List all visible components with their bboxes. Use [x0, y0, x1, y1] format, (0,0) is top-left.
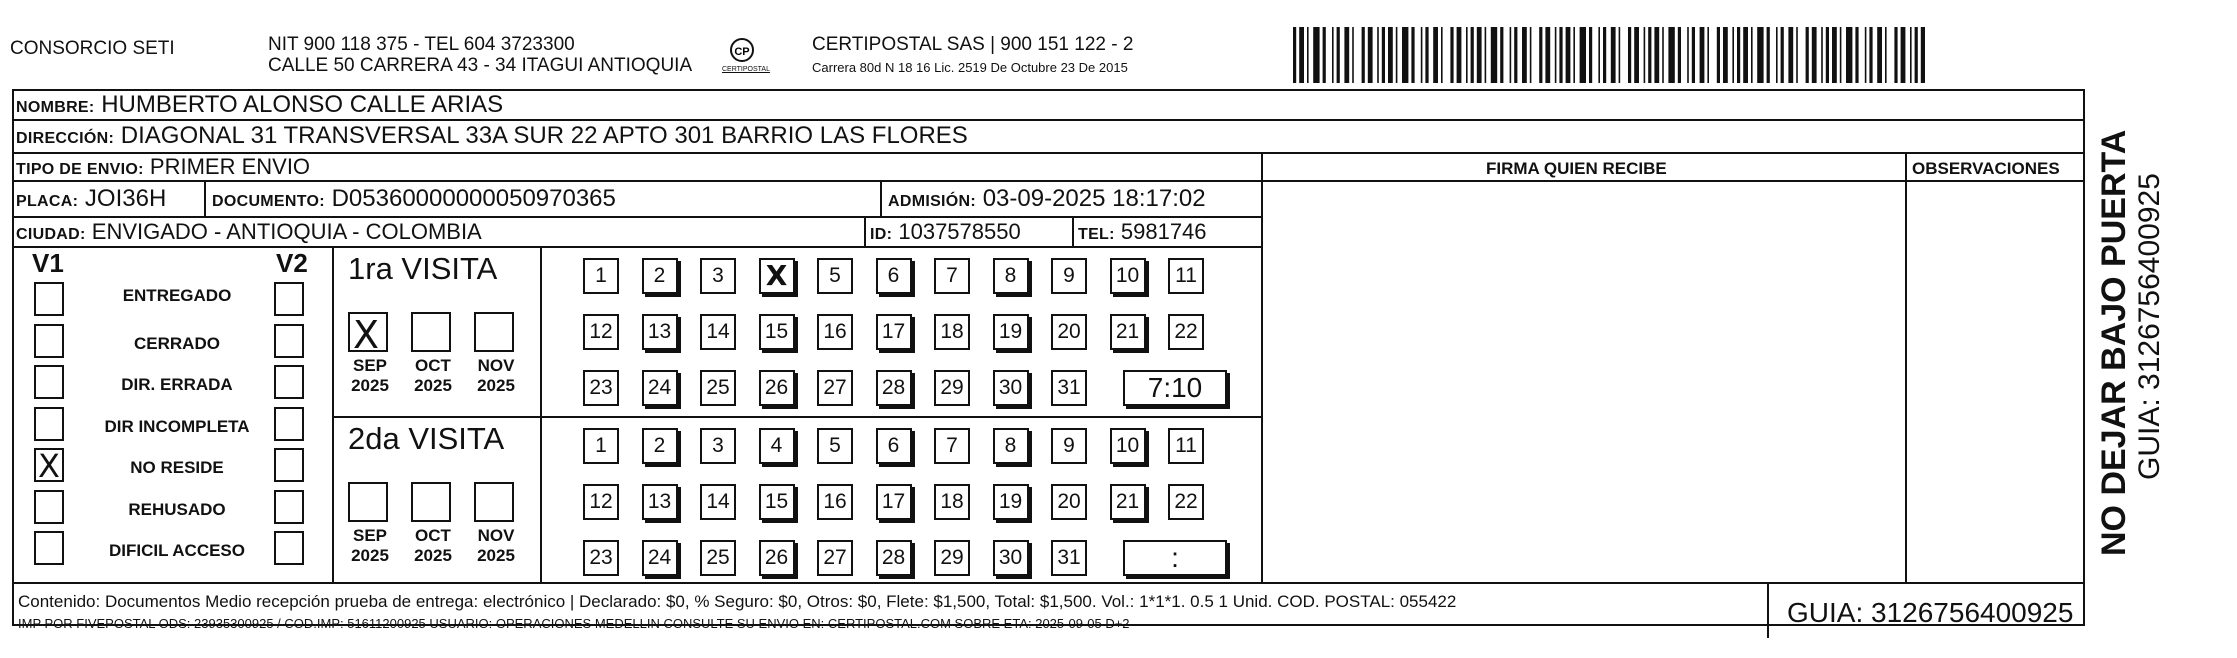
placa-value: JOI36H: [84, 185, 167, 212]
documento-label: DOCUMENTO:: [212, 193, 325, 210]
day-box[interactable]: 6: [876, 258, 912, 294]
status-label: DIR. ERRADA: [121, 375, 233, 394]
tipo-label: TIPO DE ENVIO:: [16, 161, 144, 178]
direccion-field: [16, 122, 968, 153]
month-year: 2025: [414, 376, 452, 395]
status-label: ENTREGADO: [122, 286, 232, 305]
observaciones-header: OBSERVACIONES: [1912, 159, 2060, 178]
day-box[interactable]: 25: [700, 370, 736, 406]
day-box[interactable]: 30: [993, 540, 1029, 576]
status-v1-checkbox[interactable]: [34, 407, 64, 441]
day-box[interactable]: 16: [817, 314, 853, 350]
day-box[interactable]: 5: [817, 428, 853, 464]
month-checkbox[interactable]: [411, 482, 451, 522]
tel-field: [1078, 218, 1207, 249]
status-v2-checkbox[interactable]: [274, 490, 304, 524]
status-label: DIR INCOMPLETA: [104, 416, 250, 436]
day-box[interactable]: 29: [934, 540, 970, 576]
month-year: 2025: [414, 546, 452, 565]
day-box[interactable]: 28: [876, 370, 912, 406]
tel-value: 5981746: [1120, 219, 1207, 244]
status-label: NO RESIDE: [130, 458, 224, 477]
certipostal-line: CERTIPOSTAL SAS | 900 151 122 - 2: [812, 34, 1134, 55]
month-year: 2025: [477, 546, 515, 565]
rule: [204, 180, 206, 216]
month-label: NOV: [477, 356, 515, 375]
day-box[interactable]: 15: [759, 314, 795, 350]
status-label: DIFICIL ACCESO: [108, 541, 245, 560]
ciudad-value: ENVIGADO - ANTIOQUIA - COLOMBIA: [91, 219, 482, 244]
address-line: CALLE 50 CARRERA 43 - 34 ITAGUI ANTIOQUIA: [268, 55, 693, 76]
license-line: Carrera 80d N 18 16 Lic. 2519 De Octubre 23 De 2015: [812, 60, 1128, 75]
day-box[interactable]: 21: [1110, 484, 1146, 520]
day-box[interactable]: 7: [934, 258, 970, 294]
nombre-value: HUMBERTO ALONSO CALLE ARIAS: [101, 91, 504, 118]
time-box[interactable]: 7:10: [1123, 370, 1227, 406]
ciudad-field: [16, 218, 482, 249]
rule: [864, 216, 866, 246]
status-v2-checkbox[interactable]: [274, 407, 304, 441]
visit-title: 2da VISITA: [348, 421, 505, 456]
side-guia: GUIA: 3126756400925: [2133, 173, 2166, 480]
nit-line: NIT 900 118 375 - TEL 604 3723300: [268, 34, 575, 55]
direccion-label: DIRECCIÓN:: [16, 130, 115, 147]
month-checkbox[interactable]: [348, 312, 388, 352]
day-box[interactable]: 3: [700, 428, 736, 464]
svg-text:CP: CP: [734, 46, 750, 58]
day-box[interactable]: 10: [1110, 258, 1146, 294]
tipo-field: [16, 153, 310, 184]
day-box[interactable]: 9: [1051, 428, 1087, 464]
status-v1-checkbox[interactable]: [34, 365, 64, 399]
month-year: 2025: [351, 376, 389, 395]
admision-label: ADMISIÓN:: [888, 193, 977, 210]
day-box[interactable]: 8: [993, 428, 1029, 464]
month-label: NOV: [477, 526, 515, 545]
rule: [880, 180, 882, 216]
rule: [1072, 216, 1074, 246]
rule: [540, 246, 542, 582]
day-box[interactable]: 9: [1051, 258, 1087, 294]
footer-guia: GUIA: 3126756400925: [1787, 597, 2074, 628]
day-box[interactable]: 28: [876, 540, 912, 576]
id-label: ID:: [870, 226, 893, 243]
certipostal-logo: [725, 35, 759, 69]
day-box[interactable]: 14: [700, 484, 736, 520]
documento-field: [212, 185, 616, 216]
placa-label: PLACA:: [16, 193, 79, 210]
day-box[interactable]: 20: [1051, 314, 1087, 350]
day-box[interactable]: 8: [993, 258, 1029, 294]
v1-header: V1: [32, 248, 64, 278]
day-box[interactable]: 17: [876, 484, 912, 520]
day-box[interactable]: 22: [1168, 314, 1204, 350]
status-v2-checkbox[interactable]: [274, 448, 304, 482]
footer-print-info: IMP POR FIVEPOSTAL ODS: 23935300925 / COD.IMP: 51611200925 USUARIO: OPERACIONES MEDELLIN CONSULTE SU ENVIO EN: CERTIPOSTAL.COM SOBRE ETA: 2025-09-05 D+2: [18, 616, 1130, 631]
tel-label: TEL:: [1078, 226, 1115, 243]
signature-area[interactable]: [1263, 182, 1903, 580]
rule: [332, 416, 1261, 418]
rule: [12, 582, 2083, 584]
month-label: OCT: [415, 356, 451, 375]
day-box[interactable]: 19: [993, 484, 1029, 520]
nombre-label: NOMBRE:: [16, 99, 95, 116]
day-box[interactable]: 20: [1051, 484, 1087, 520]
day-box[interactable]: 10: [1110, 428, 1146, 464]
status-v1-checkbox[interactable]: [34, 490, 64, 524]
no-dejar-notice: NO DEJAR BAJO PUERTA: [2095, 129, 2133, 556]
month-label: SEP: [352, 526, 388, 545]
status-v2-checkbox[interactable]: [274, 324, 304, 358]
day-box[interactable]: 4: [759, 428, 795, 464]
time-box[interactable]: :: [1123, 540, 1227, 576]
rule: [332, 246, 334, 582]
month-checkbox[interactable]: [411, 312, 451, 352]
documento-value: D05360000000050970365: [331, 185, 616, 212]
status-v2-checkbox[interactable]: [274, 365, 304, 399]
status-v1-checkbox[interactable]: [34, 324, 64, 358]
status-v1-checkbox[interactable]: [34, 282, 64, 316]
company-name: CONSORCIO SETI: [10, 38, 175, 59]
day-box[interactable]: 7: [934, 428, 970, 464]
day-box[interactable]: 14: [700, 314, 736, 350]
day-box[interactable]: 30: [993, 370, 1029, 406]
month-year: 2025: [351, 546, 389, 565]
day-box[interactable]: 26: [759, 540, 795, 576]
day-box[interactable]: 29: [934, 370, 970, 406]
day-box[interactable]: 25: [700, 540, 736, 576]
day-box[interactable]: 31: [1051, 540, 1087, 576]
day-box[interactable]: 27: [817, 370, 853, 406]
day-box[interactable]: 11: [1168, 258, 1204, 294]
day-box[interactable]: 13: [642, 314, 678, 350]
day-box[interactable]: 2: [642, 258, 678, 294]
id-field: [870, 218, 1021, 249]
footer-content: Contenido: Documentos Medio recepción prueba de entrega: electrónico | Declarado: $0, % Seguro: $0, Otros: $0, Flete: $1,500, Total: $1,500. Vol.: 1*1*1. 0.5 1 Unid. COD. POSTAL: 055422: [18, 592, 1457, 611]
day-box[interactable]: 23: [583, 540, 619, 576]
day-box[interactable]: 18: [934, 314, 970, 350]
month-checkbox[interactable]: [474, 312, 514, 352]
day-box[interactable]: 27: [817, 540, 853, 576]
admision-field: [888, 185, 1206, 216]
status-label: REHUSADO: [128, 499, 226, 519]
month-checkbox[interactable]: [348, 482, 388, 522]
status-v1-checkbox[interactable]: [34, 448, 64, 482]
day-box[interactable]: 22: [1168, 484, 1204, 520]
day-box[interactable]: 24: [642, 540, 678, 576]
placa-field: [16, 185, 166, 216]
status-label: CERRADO: [134, 333, 220, 353]
day-box[interactable]: 24: [642, 370, 678, 406]
month-label: SEP: [352, 356, 388, 375]
month-label: OCT: [415, 526, 451, 545]
day-box[interactable]: 6: [876, 428, 912, 464]
day-box[interactable]: 19: [993, 314, 1029, 350]
rule: [1767, 582, 1769, 638]
status-v1-checkbox[interactable]: [34, 531, 64, 565]
direccion-value: DIAGONAL 31 TRANSVERSAL 33A SUR 22 APTO 301 BARRIO LAS FLORES: [120, 122, 968, 149]
day-box[interactable]: 21: [1110, 314, 1146, 350]
day-box[interactable]: 13: [642, 484, 678, 520]
day-box[interactable]: 12: [583, 484, 619, 520]
ciudad-label: CIUDAD:: [16, 226, 86, 243]
day-box[interactable]: 11: [1168, 428, 1204, 464]
barcode: [1293, 27, 1925, 83]
day-box[interactable]: 3: [700, 258, 736, 294]
day-box[interactable]: 26: [759, 370, 795, 406]
day-box[interactable]: 5: [817, 258, 853, 294]
logo-caption: CERTIPOSTAL: [722, 66, 770, 73]
day-box[interactable]: 17: [876, 314, 912, 350]
day-box[interactable]: 12: [583, 314, 619, 350]
day-box[interactable]: 18: [934, 484, 970, 520]
day-box[interactable]: 31: [1051, 370, 1087, 406]
day-box[interactable]: 1: [583, 428, 619, 464]
day-box[interactable]: X: [759, 258, 795, 294]
firma-header: FIRMA QUIEN RECIBE: [1486, 159, 1667, 178]
visit-title: 1ra VISITA: [348, 251, 498, 286]
id-value: 1037578550: [898, 219, 1021, 244]
nombre-field: [16, 91, 503, 122]
day-box[interactable]: 15: [759, 484, 795, 520]
day-box[interactable]: 1: [583, 258, 619, 294]
admision-value: 03-09-2025 18:17:02: [982, 185, 1206, 212]
month-checkbox[interactable]: [474, 482, 514, 522]
observaciones-area[interactable]: [1907, 182, 2081, 580]
v2-header: V2: [276, 248, 308, 278]
tipo-value: PRIMER ENVIO: [149, 154, 311, 179]
day-box[interactable]: 23: [583, 370, 619, 406]
day-box[interactable]: 2: [642, 428, 678, 464]
month-year: 2025: [477, 376, 515, 395]
status-v2-checkbox[interactable]: [274, 531, 304, 565]
day-box[interactable]: 16: [817, 484, 853, 520]
status-v2-checkbox[interactable]: [274, 282, 304, 316]
